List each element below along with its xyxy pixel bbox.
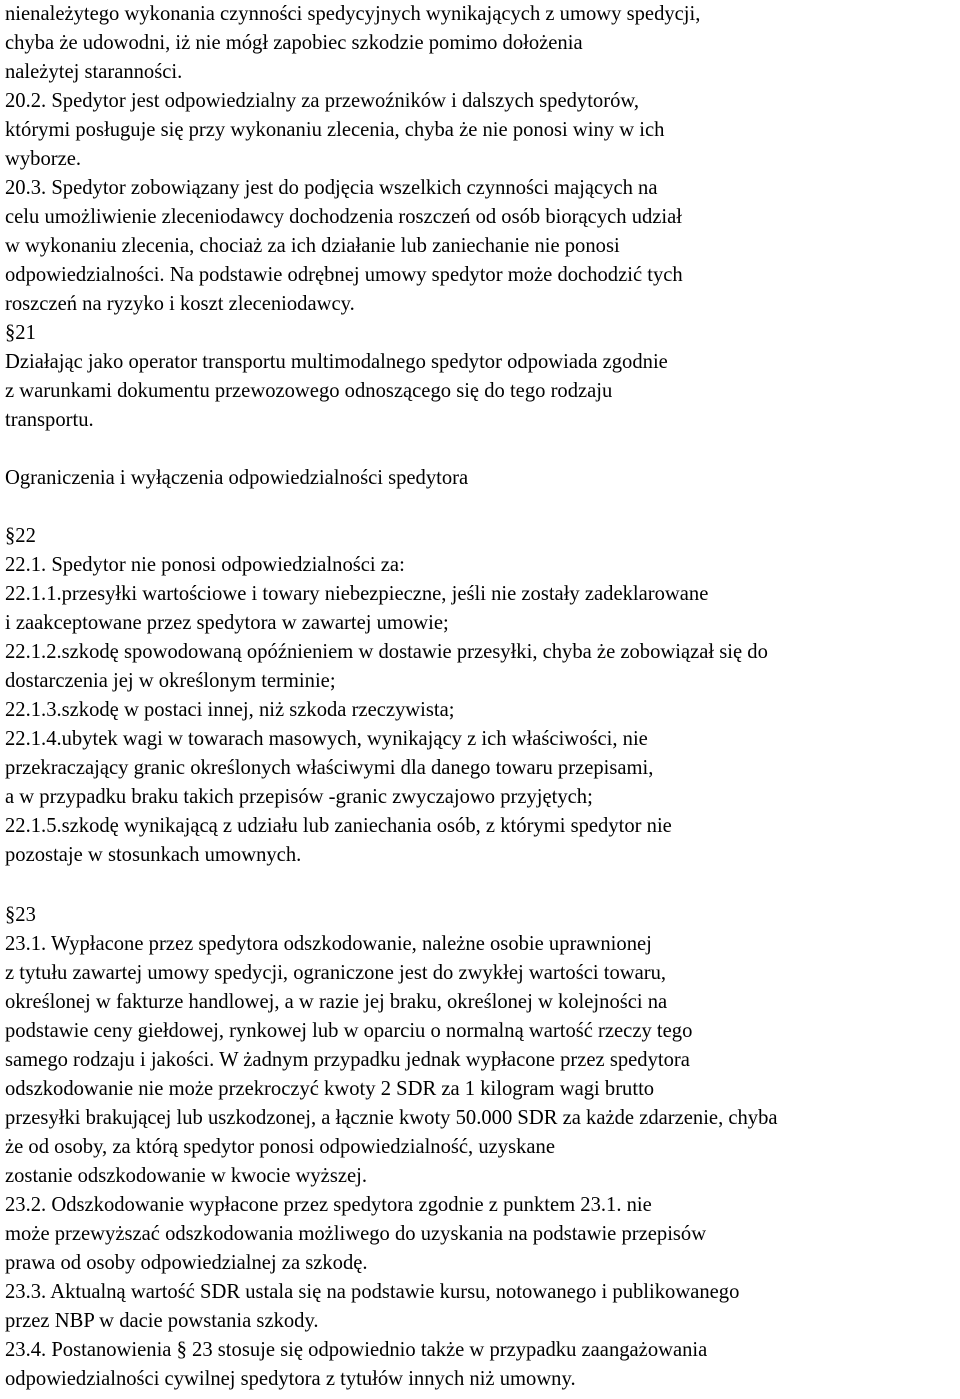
text-line: 22.1.3.szkodę w postaci innej, niż szkoda rzeczywista; [5, 699, 455, 721]
chapter-heading: Ograniczenia i wyłączenia odpowiedzialności spedytora [5, 467, 469, 489]
text-line: prawa od osoby odpowiedzialnej za szkodę. [5, 1252, 368, 1274]
text-line: podstawie ceny giełdowej, rynkowej lub w oparciu o normalną wartość rzeczy tego [5, 1020, 693, 1042]
text-line: 22.1. Spedytor nie ponosi odpowiedzialności za: [5, 554, 405, 576]
text-line: 22.1.5.szkodę wynikającą z udziału lub zaniechania osób, z którymi spedytor nie [5, 815, 672, 837]
text-line: odszkodowanie nie może przekroczyć kwoty 2 SDR za 1 kilogram wagi brutto [5, 1078, 655, 1100]
text-line: odpowiedzialności. Na podstawie odrębnej umowy spedytor może dochodzić tych [5, 264, 683, 286]
text-line: roszczeń na ryzyko i koszt zleceniodawcy. [5, 293, 355, 315]
text-line: chyba że udowodni, iż nie mógł zapobiec szkodzie pomimo dołożenia [5, 32, 583, 54]
text-line: pozostaje w stosunkach umownych. [5, 844, 302, 866]
text-line: transportu. [5, 409, 94, 431]
text-line: 22.1.4.ubytek wagi w towarach masowych, wynikający z ich właściwości, nie [5, 728, 648, 750]
text-line: 22.1.1.przesyłki wartościowe i towary niebezpieczne, jeśli nie zostały zadeklarowane [5, 583, 709, 605]
section-heading: §21 [5, 322, 36, 344]
text-line: z warunkami dokumentu przewozowego odnoszącego się do tego rodzaju [5, 380, 613, 402]
text-line: 23.2. Odszkodowanie wypłacone przez spedytora zgodnie z punktem 23.1. nie [5, 1194, 652, 1216]
text-line: 20.2. Spedytor jest odpowiedzialny za przewoźników i dalszych spedytorów, [5, 90, 640, 112]
text-line: 20.3. Spedytor zobowiązany jest do podjęcia wszelkich czynności mających na [5, 177, 658, 199]
text-line: dostarczenia jej w określonym terminie; [5, 670, 336, 692]
text-line: odpowiedzialności cywilnej spedytora z tytułów innych niż umowny. [5, 1368, 576, 1390]
text-line: a w przypadku braku takich przepisów -granic zwyczajowo przyjętych; [5, 786, 593, 808]
text-line: z tytułu zawartej umowy spedycji, ograniczone jest do zwykłej wartości towaru, [5, 962, 667, 984]
text-line: należytej staranności. [5, 61, 183, 83]
text-line: 22.1.2.szkodę spowodowaną opóźnieniem w dostawie przesyłki, chyba że zobowiązał się do [5, 641, 768, 663]
text-line: zostanie odszkodowanie w kwocie wyższej. [5, 1165, 367, 1187]
text-line: przesyłki brakującej lub uszkodzonej, a łącznie kwoty 50.000 SDR za każde zdarzenie, chyba [5, 1107, 778, 1129]
text-line: i zaakceptowane przez spedytora w zawartej umowie; [5, 612, 449, 634]
text-line: nienależytego wykonania czynności spedycyjnych wynikających z umowy spedycji, [5, 3, 701, 25]
text-line: może przewyższać odszkodowania możliwego do uzyskania na podstawie przepisów [5, 1223, 707, 1245]
text-line: że od osoby, za którą spedytor ponosi odpowiedzialność, uzyskane [5, 1136, 555, 1158]
text-line: przez NBP w dacie powstania szkody. [5, 1310, 319, 1332]
text-line: samego rodzaju i jakości. W żadnym przypadku jednak wypłacone przez spedytora [5, 1049, 690, 1071]
section-heading: §22 [5, 525, 36, 547]
section-heading: §23 [5, 904, 36, 926]
text-line: którymi posługuje się przy wykonaniu zlecenia, chyba że nie ponosi winy w ich [5, 119, 665, 141]
text-line: wyborze. [5, 148, 82, 170]
text-line: w wykonaniu zlecenia, chociaż za ich działanie lub zaniechanie nie ponosi [5, 235, 620, 257]
text-line: 23.3. Aktualną wartość SDR ustala się na podstawie kursu, notowanego i publikowanego [5, 1281, 740, 1303]
text-line: określonej w fakturze handlowej, a w razie jej braku, określonej w kolejności na [5, 991, 668, 1013]
text-line: celu umożliwienie zleceniodawcy dochodzenia roszczeń od osób biorących udział [5, 206, 683, 228]
text-line: 23.4. Postanowienia § 23 stosuje się odpowiednio także w przypadku zaangażowania [5, 1339, 708, 1361]
text-line: Działając jako operator transportu multimodalnego spedytor odpowiada zgodnie [5, 351, 668, 373]
text-line: 23.1. Wypłacone przez spedytora odszkodowanie, należne osobie uprawnionej [5, 933, 652, 955]
text-line: przekraczający granic określonych właściwymi dla danego towaru przepisami, [5, 757, 654, 779]
